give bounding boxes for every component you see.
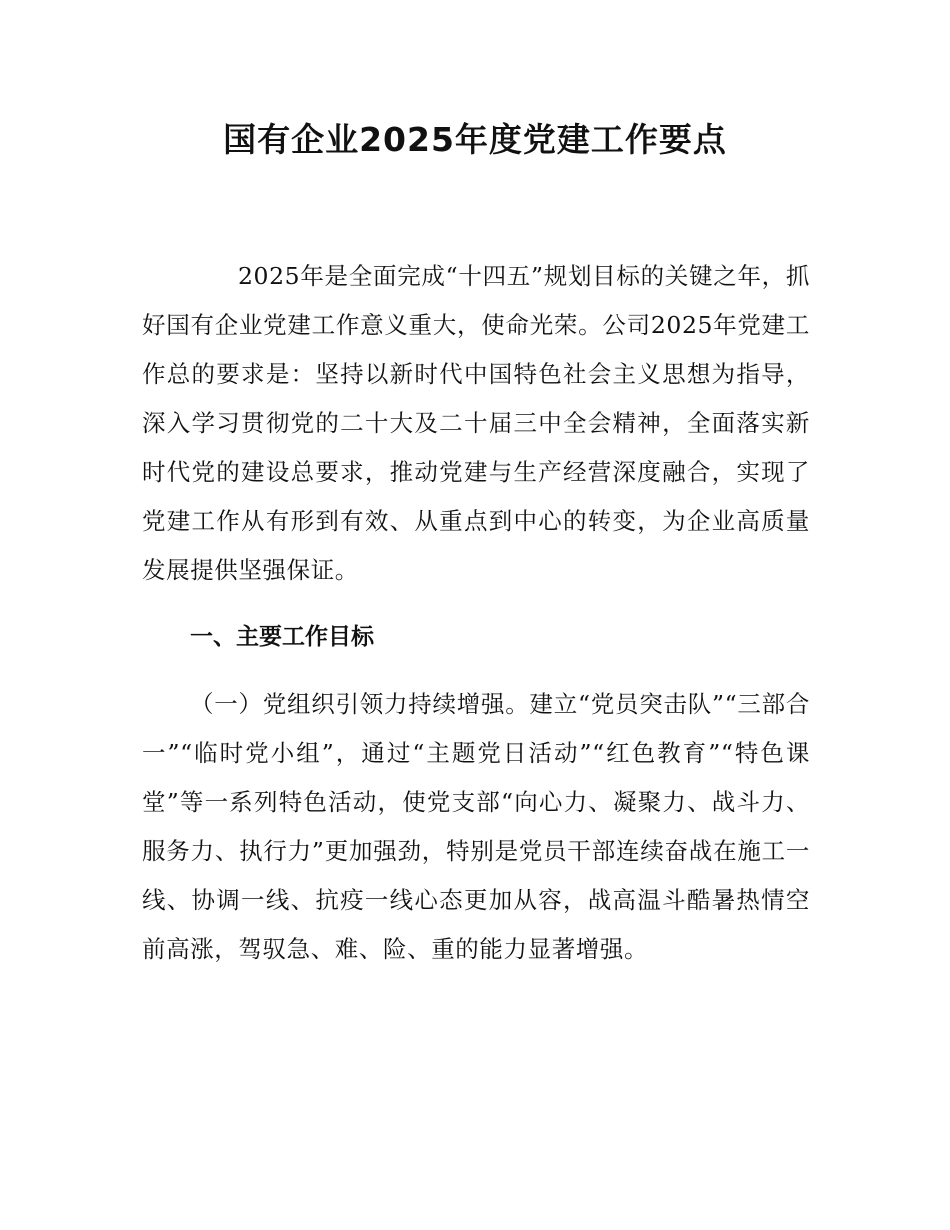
section-heading: 一、主要工作目标: [190, 624, 374, 650]
subsection-paragraph: （一）党组织引领力持续增强。建立“党员突击队”“三部合一”“临时党小组”，通过“主题党日活动”“红色教育”“特色课堂”等一系列特色活动，使党支部“向心力、凝聚力、战斗力、服务力、执行力”更加强劲，特别是党员干部连续奋战在施工一线、协调一线、抗疫一线心态更加从容，战高温斗酷暑热情空前高涨，驾驭急、难、险、重的能力显著增强。: [142, 690, 810, 963]
intro-paragraph: 2025年是全面完成“十四五”规划目标的关键之年，抓好国有企业党建工作意义重大，使命光荣。公司2025年党建工作总的要求是：坚持以新时代中国特色社会主义思想为指导，深入学习贯彻党的二十大及二十届三中全会精神，全面落实新时代党的建设总要求，推动党建与生产经营深度融合，实现了党建工作从有形到有效、从重点到中心的转变，为企业高质量发展提供坚强保证。: [142, 262, 810, 584]
document-title: 国有企业2025年度党建工作要点: [223, 120, 727, 159]
